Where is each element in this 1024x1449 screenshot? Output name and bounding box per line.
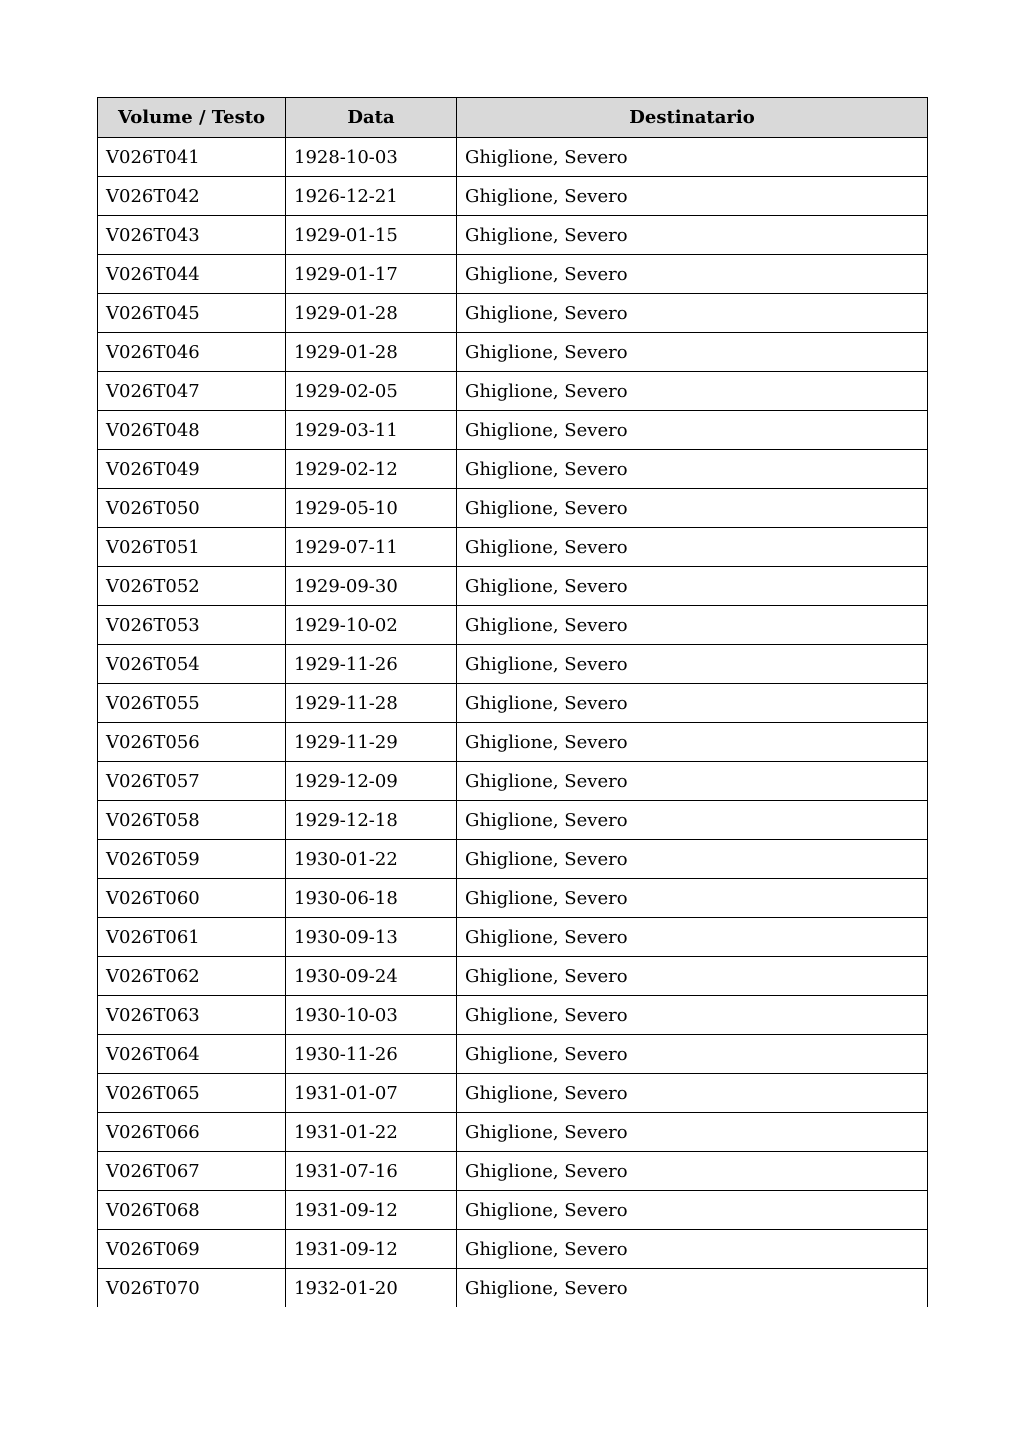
table-header [98, 98, 928, 138]
destinatario-cell: Ghiglione, Severo [457, 411, 928, 450]
destinatario-cell: Ghiglione, Severo [457, 996, 928, 1035]
volume-testo-cell: V026T050 [98, 489, 286, 528]
destinatario-cell: Ghiglione, Severo [457, 1035, 928, 1074]
destinatario-cell: Ghiglione, Severo [457, 723, 928, 762]
records-table [97, 97, 928, 1307]
data-cell: 1929-03-11 [286, 411, 457, 450]
table-row [98, 1191, 928, 1230]
destinatario-cell: Ghiglione, Severo [457, 567, 928, 606]
volume-testo-cell: V026T064 [98, 1035, 286, 1074]
volume-testo-cell: V026T044 [98, 255, 286, 294]
destinatario-cell: Ghiglione, Severo [457, 762, 928, 801]
table-row [98, 918, 928, 957]
table-row [98, 216, 928, 255]
destinatario-cell: Ghiglione, Severo [457, 216, 928, 255]
data-cell: 1930-10-03 [286, 996, 457, 1035]
table-row [98, 489, 928, 528]
data-cell: 1931-01-22 [286, 1113, 457, 1152]
data-cell: 1928-10-03 [286, 138, 457, 177]
volume-testo-cell: V026T053 [98, 606, 286, 645]
table-row [98, 801, 928, 840]
volume-testo-cell: V026T049 [98, 450, 286, 489]
table-row [98, 450, 928, 489]
table-row [98, 1035, 928, 1074]
table-row [98, 723, 928, 762]
volume-testo-cell: V026T042 [98, 177, 286, 216]
volume-testo-cell: V026T047 [98, 372, 286, 411]
volume-testo-cell: V026T051 [98, 528, 286, 567]
destinatario-cell: Ghiglione, Severo [457, 177, 928, 216]
destinatario-cell: Ghiglione, Severo [457, 879, 928, 918]
table-row [98, 996, 928, 1035]
header-row [98, 98, 928, 138]
volume-testo-cell: V026T061 [98, 918, 286, 957]
volume-testo-cell: V026T056 [98, 723, 286, 762]
data-cell: 1930-09-24 [286, 957, 457, 996]
data-cell: 1926-12-21 [286, 177, 457, 216]
data-cell: 1932-01-20 [286, 1269, 457, 1308]
data-cell: 1929-07-11 [286, 528, 457, 567]
volume-testo-cell: V026T059 [98, 840, 286, 879]
volume-testo-cell: V026T043 [98, 216, 286, 255]
volume-testo-cell: V026T063 [98, 996, 286, 1035]
data-cell: 1929-12-18 [286, 801, 457, 840]
table-row [98, 606, 928, 645]
destinatario-cell: Ghiglione, Severo [457, 801, 928, 840]
table-row [98, 255, 928, 294]
data-cell: 1929-01-17 [286, 255, 457, 294]
data-cell: 1929-01-15 [286, 216, 457, 255]
destinatario-cell: Ghiglione, Severo [457, 957, 928, 996]
data-cell: 1931-09-12 [286, 1230, 457, 1269]
data-cell: 1929-10-02 [286, 606, 457, 645]
volume-testo-cell: V026T057 [98, 762, 286, 801]
column-header-data: Data [286, 98, 457, 138]
destinatario-cell: Ghiglione, Severo [457, 645, 928, 684]
data-cell: 1930-01-22 [286, 840, 457, 879]
destinatario-cell: Ghiglione, Severo [457, 840, 928, 879]
volume-testo-cell: V026T066 [98, 1113, 286, 1152]
destinatario-cell: Ghiglione, Severo [457, 333, 928, 372]
table-body [98, 138, 928, 1308]
data-cell: 1930-09-13 [286, 918, 457, 957]
table-row [98, 840, 928, 879]
table-row [98, 1152, 928, 1191]
volume-testo-cell: V026T046 [98, 333, 286, 372]
destinatario-cell: Ghiglione, Severo [457, 918, 928, 957]
table-row [98, 567, 928, 606]
data-cell: 1929-05-10 [286, 489, 457, 528]
table-row [98, 1074, 928, 1113]
destinatario-cell: Ghiglione, Severo [457, 1113, 928, 1152]
volume-testo-cell: V026T052 [98, 567, 286, 606]
table-row [98, 372, 928, 411]
destinatario-cell: Ghiglione, Severo [457, 294, 928, 333]
destinatario-cell: Ghiglione, Severo [457, 684, 928, 723]
table-row [98, 957, 928, 996]
destinatario-cell: Ghiglione, Severo [457, 450, 928, 489]
volume-testo-cell: V026T069 [98, 1230, 286, 1269]
table-row [98, 294, 928, 333]
destinatario-cell: Ghiglione, Severo [457, 606, 928, 645]
table-row [98, 762, 928, 801]
destinatario-cell: Ghiglione, Severo [457, 1230, 928, 1269]
volume-testo-cell: V026T041 [98, 138, 286, 177]
table-row [98, 138, 928, 177]
volume-testo-cell: V026T058 [98, 801, 286, 840]
table-row [98, 1269, 928, 1308]
table-row [98, 333, 928, 372]
destinatario-cell: Ghiglione, Severo [457, 372, 928, 411]
destinatario-cell: Ghiglione, Severo [457, 528, 928, 567]
volume-testo-cell: V026T065 [98, 1074, 286, 1113]
destinatario-cell: Ghiglione, Severo [457, 1074, 928, 1113]
volume-testo-cell: V026T070 [98, 1269, 286, 1308]
column-header-volume-testo: Volume / Testo [98, 98, 286, 138]
volume-testo-cell: V026T067 [98, 1152, 286, 1191]
table-row [98, 684, 928, 723]
data-cell: 1929-01-28 [286, 294, 457, 333]
volume-testo-cell: V026T055 [98, 684, 286, 723]
volume-testo-cell: V026T060 [98, 879, 286, 918]
volume-testo-cell: V026T048 [98, 411, 286, 450]
table-row [98, 528, 928, 567]
destinatario-cell: Ghiglione, Severo [457, 1269, 928, 1308]
column-header-destinatario: Destinatario [457, 98, 928, 138]
volume-testo-cell: V026T054 [98, 645, 286, 684]
table-row [98, 1230, 928, 1269]
table-row [98, 411, 928, 450]
destinatario-cell: Ghiglione, Severo [457, 255, 928, 294]
data-cell: 1929-11-28 [286, 684, 457, 723]
volume-testo-cell: V026T062 [98, 957, 286, 996]
table-row [98, 1113, 928, 1152]
table-row [98, 177, 928, 216]
data-cell: 1929-02-05 [286, 372, 457, 411]
data-cell: 1931-09-12 [286, 1191, 457, 1230]
data-cell: 1929-11-29 [286, 723, 457, 762]
data-cell: 1929-12-09 [286, 762, 457, 801]
destinatario-cell: Ghiglione, Severo [457, 138, 928, 177]
table-row [98, 645, 928, 684]
table-row [98, 879, 928, 918]
data-cell: 1929-11-26 [286, 645, 457, 684]
data-cell: 1929-01-28 [286, 333, 457, 372]
volume-testo-cell: V026T045 [98, 294, 286, 333]
destinatario-cell: Ghiglione, Severo [457, 489, 928, 528]
data-cell: 1930-06-18 [286, 879, 457, 918]
destinatario-cell: Ghiglione, Severo [457, 1152, 928, 1191]
data-cell: 1929-02-12 [286, 450, 457, 489]
data-cell: 1931-07-16 [286, 1152, 457, 1191]
data-cell: 1930-11-26 [286, 1035, 457, 1074]
data-cell: 1931-01-07 [286, 1074, 457, 1113]
destinatario-cell: Ghiglione, Severo [457, 1191, 928, 1230]
data-cell: 1929-09-30 [286, 567, 457, 606]
volume-testo-cell: V026T068 [98, 1191, 286, 1230]
